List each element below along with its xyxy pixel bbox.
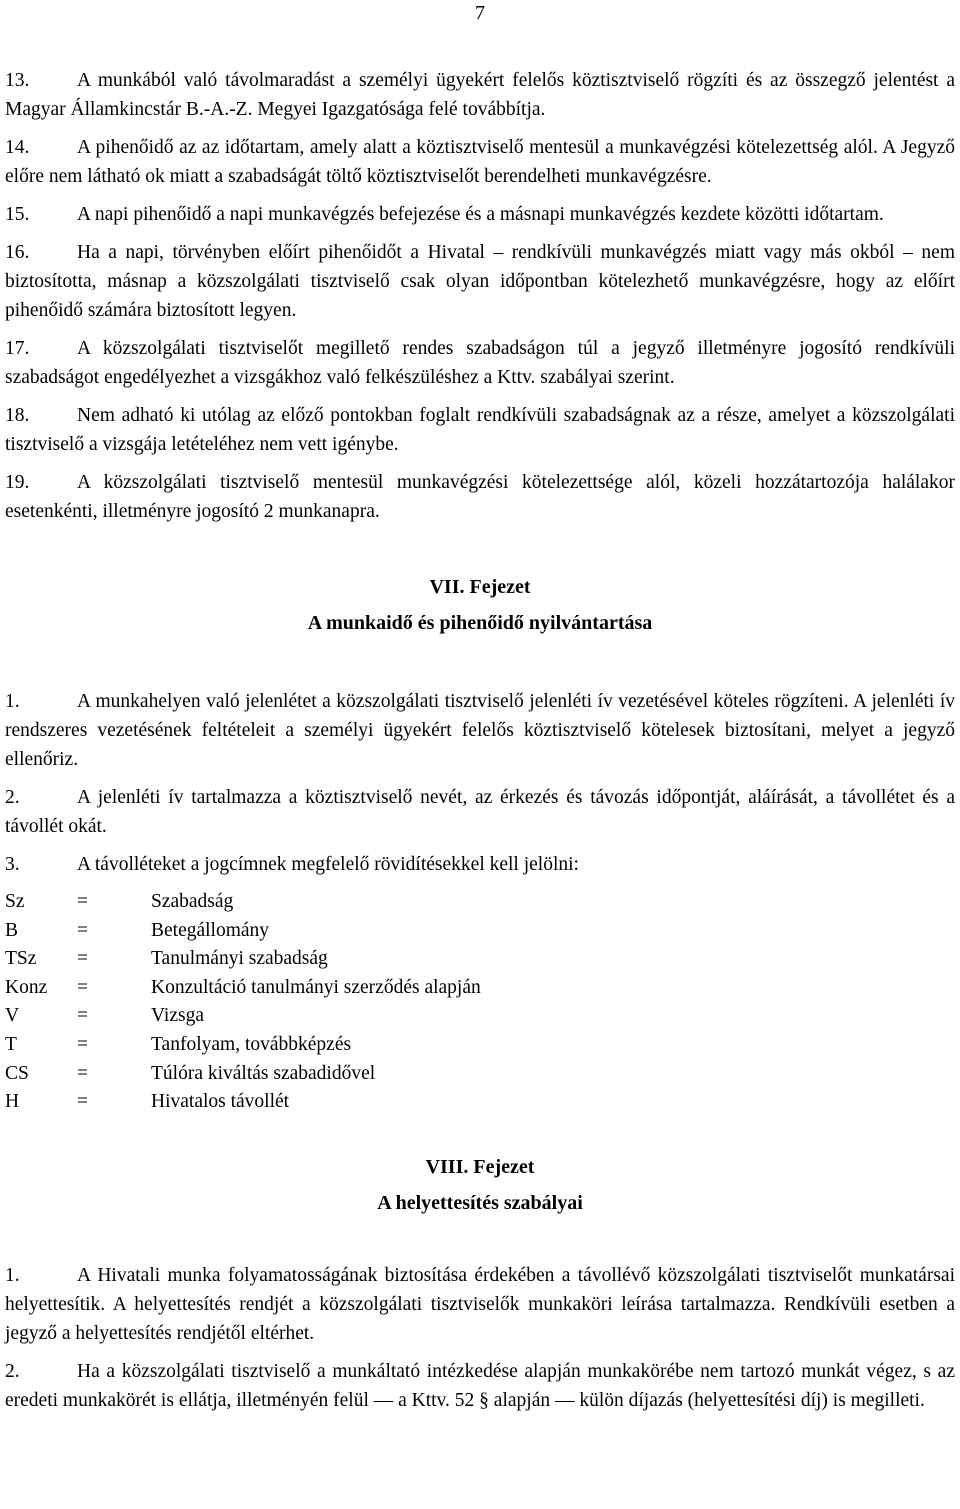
abbreviation-row xyxy=(5,917,955,946)
abbreviation-meaning: Betegállomány xyxy=(151,919,270,941)
paragraph-number: 14. xyxy=(5,137,30,158)
document-body xyxy=(5,66,955,1424)
paragraph-17 xyxy=(5,334,955,392)
paragraph-13 xyxy=(5,66,955,124)
abbreviation-row xyxy=(5,888,955,917)
chapter-8-label: VIII. Fejezet xyxy=(425,1155,535,1178)
abbreviation-code: H xyxy=(5,1091,20,1113)
paragraph-number: 3. xyxy=(5,854,20,875)
paragraph-text: Nem adható ki utólag az előző pontokban foglalt rendkívüli szabadságnak az a része, amelyet a közszolgálati tisztviselő a vizsgája letételéhez nem vett igénybe. xyxy=(5,405,955,455)
paragraph-text: A pihenőidő az az időtartam, amely alatt a köztisztviselő mentesül a munkavégzési kötelezettség alól. A Jegyző előre nem látható ok miatt a szabadságát töltő köztisztviselőt berendelheti munkavégzésre. xyxy=(5,137,955,187)
paragraph-number: 15. xyxy=(5,204,30,225)
paragraph-15 xyxy=(5,200,955,229)
paragraph-text: A Hivatali munka folyamatosságának biztosítása érdekében a távollévő közszolgálati tisztviselőt munkatársai helyettesítik. A helyettesítés rendjét a közszolgálati tisztviselők munkaköri leírása tartalmazza. Rendkívüli esetben a jegyző a helyettesítés rendjétől eltérhet. xyxy=(5,1264,955,1344)
paragraph-text: A napi pihenőidő a napi munkavégzés befejezése és a másnapi munkavégzés kezdete közötti időtartam. xyxy=(77,204,884,225)
paragraph-number: 2. xyxy=(5,787,20,808)
chapter-7-title: A munkaidő és pihenőidő nyilvántartása xyxy=(307,612,653,634)
abbreviation-meaning: Hivatalos távollét xyxy=(151,1091,290,1113)
abbreviation-code: Konz xyxy=(5,976,48,998)
abbreviation-meaning: Tanfolyam, továbbképzés xyxy=(151,1033,352,1055)
abbreviation-row xyxy=(5,1060,955,1089)
abbreviation-code: Sz xyxy=(5,891,25,912)
equals-sign: = xyxy=(77,948,88,970)
abbreviation-meaning: Konzultáció tanulmányi szerződés alapján xyxy=(151,976,481,998)
paragraph-text: A közszolgálati tisztviselő mentesül munkavégzési kötelezettsége alól, közeli hozzátartozója halálakor esetenkénti, illetményre jogosító 2 munkanapra. xyxy=(5,472,955,522)
paragraph-number: 2. xyxy=(5,1360,20,1382)
paragraph-16 xyxy=(5,238,955,325)
paragraph-text: A közszolgálati tisztviselőt megillető rendes szabadságon túl a jegyző illetményre jogosító rendkívüli szabadságot engedélyezhet a vizsgákhoz való felkészüléshez a Kttv. szabályai szerint. xyxy=(5,338,955,388)
equals-sign: = xyxy=(77,1005,88,1027)
abbreviation-code: T xyxy=(5,1033,17,1055)
paragraph-text: A távolléteket a jogcímnek megfelelő rövidítésekkel kell jelölni: xyxy=(77,854,579,875)
abbreviation-code: TSz xyxy=(5,948,37,970)
abbreviation-meaning: Vizsga xyxy=(151,1005,204,1027)
equals-sign: = xyxy=(77,919,88,941)
paragraph-text: A munkahelyen való jelenlétet a közszolgálati tisztviselő jelenléti ív vezetésével köteles rögzíteni. A jelenléti ív rendszeres vezetésének feltételeit a személyi ügyekért felelős köztisztviselő kötelesek biztosítani, melyet a jegyző ellenőriz. xyxy=(5,691,955,770)
paragraph-number: 16. xyxy=(5,242,30,263)
abbreviation-row xyxy=(5,945,955,974)
paragraph-14 xyxy=(5,133,955,191)
equals-sign: = xyxy=(77,891,88,912)
paragraph-number: 13. xyxy=(5,70,30,91)
abbreviation-list xyxy=(5,888,955,1117)
paragraph-text: A munkából való távolmaradást a személyi ügyekért felelős köztisztviselő rögzíti és az összegző jelentést a Magyar Államkincstár B.-A.-Z. Megyei Igazgatósága felé továbbítja. xyxy=(5,70,955,120)
abbreviation-meaning: Túlóra kiváltás szabadidővel xyxy=(151,1062,376,1084)
paragraph-number: 17. xyxy=(5,338,30,359)
chapter-7-paragraph-3 xyxy=(5,850,955,879)
chapter-7-paragraph-1 xyxy=(5,687,955,774)
paragraph-number: 1. xyxy=(5,1264,20,1286)
chapter-7-paragraph-2 xyxy=(5,783,955,841)
paragraph-number: 1. xyxy=(5,691,20,712)
abbreviation-code: V xyxy=(5,1005,20,1027)
paragraph-19 xyxy=(5,468,955,526)
abbreviation-row xyxy=(5,1031,955,1060)
paragraph-number: 18. xyxy=(5,405,30,426)
equals-sign: = xyxy=(77,1062,88,1084)
paragraph-text: Ha a közszolgálati tisztviselő a munkáltató intézkedése alapján munkakörébe nem tartozó munkát végez, s az eredeti munkakörét is ellátja, illetményén felül — a Kttv. 52 § alapján — külön díjazás (helyettesítési díj) is megilleti. xyxy=(5,1360,955,1411)
paragraph-text: A jelenléti ív tartalmazza a köztisztviselő nevét, az érkezés és távozás időpontját, aláírását, a távollétet és a távollét okát. xyxy=(5,787,955,837)
chapter-8-title: A helyettesítés szabályai xyxy=(377,1191,583,1214)
abbreviation-code: B xyxy=(5,919,19,941)
abbreviation-code: CS xyxy=(5,1062,29,1084)
equals-sign: = xyxy=(77,1091,88,1113)
chapter-8-paragraph-2 xyxy=(5,1357,955,1415)
equals-sign: = xyxy=(77,976,88,998)
page-number: 7 xyxy=(475,2,485,24)
equals-sign: = xyxy=(77,1033,88,1055)
paragraph-number: 19. xyxy=(5,472,30,493)
paragraph-18 xyxy=(5,401,955,459)
abbreviation-meaning: Szabadság xyxy=(151,891,234,912)
abbreviation-row xyxy=(5,1002,955,1031)
paragraph-text: Ha a napi, törvényben előírt pihenőidőt a Hivatal – rendkívüli munkavégzés miatt vagy más okból – nem biztosította, másnap a közszolgálati tisztviselő csak olyan időpontban kötelezhető munkavégzésre, hogy az előírt pihenőidő számára biztosított legyen. xyxy=(5,242,955,321)
abbreviation-row xyxy=(5,974,955,1003)
abbreviation-row xyxy=(5,1088,955,1117)
abbreviation-meaning: Tanulmányi szabadság xyxy=(151,948,328,970)
chapter-8-paragraph-1 xyxy=(5,1261,955,1348)
chapter-7-label: VII. Fejezet xyxy=(429,576,531,598)
